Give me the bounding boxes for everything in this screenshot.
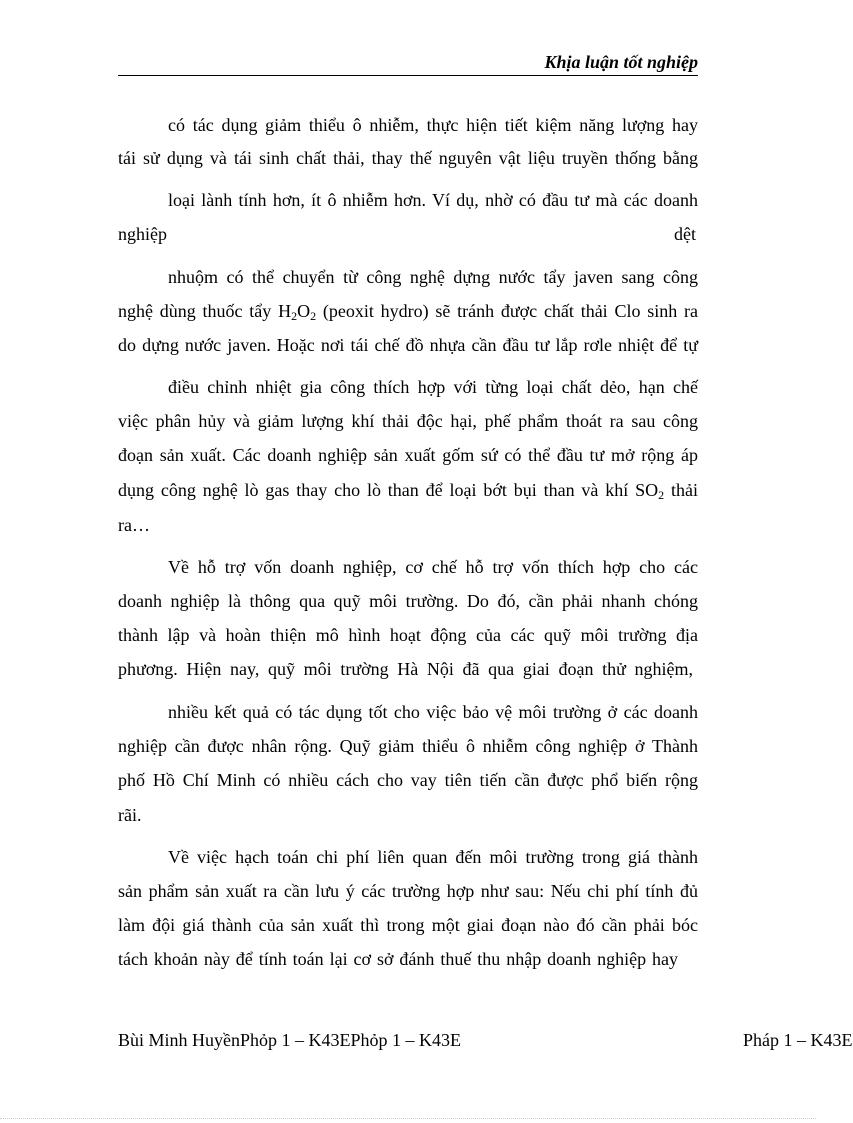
footer-author: Bùi Minh HuyềnPhỏp 1 – K43EPhỏp 1 – K43E bbox=[118, 1030, 462, 1050]
text-line: phố Hồ Chí Minh có nhiều cách cho vay tiên tiến cần được phổ biến rộng bbox=[118, 770, 698, 790]
text-line: dệt bbox=[674, 224, 696, 244]
text-segment: thải bbox=[664, 480, 699, 500]
text-line: sản phẩm sản xuất ra cần lưu ý các trường hợp như sau: Nếu chi phí tính đủ bbox=[118, 881, 698, 901]
text-line: tái sử dụng và tái sinh chất thải, thay thế nguyên vật liệu truyền thống bằng bbox=[118, 148, 698, 168]
text-line bbox=[118, 479, 698, 501]
page-edge-rule bbox=[0, 1118, 816, 1119]
text-line: có tác dụng giảm thiểu ô nhiễm, thực hiện tiết kiệm năng lượng hay bbox=[168, 115, 698, 135]
text-line: Về việc hạch toán chi phí liên quan đến môi trường trong giá thành bbox=[168, 847, 698, 867]
text-line: làm đội giá thành của sản xuất thì trong một giai đoạn nào đó cần phải bóc bbox=[118, 915, 698, 935]
text-line: phương. Hiện nay, quỹ môi trường Hà Nội đã qua giai đoạn thử nghiệm, bbox=[118, 659, 693, 679]
text-line: nghiệp cần được nhân rộng. Quỹ giảm thiểu ô nhiễm công nghiệp ở Thành bbox=[118, 736, 698, 756]
text-line: đoạn sản xuất. Các doanh nghiệp sản xuất gốm sứ có thể đầu tư mở rộng áp bbox=[118, 445, 698, 465]
text-segment: nghệ dùng thuốc tẩy H bbox=[118, 301, 292, 321]
text-line: nghiệp bbox=[118, 224, 167, 244]
subscript: 2 bbox=[310, 309, 317, 323]
text-segment: dụng công nghệ lò gas thay cho lò than để loại bớt bụi than và khí SO bbox=[118, 480, 659, 500]
text-line: ra… bbox=[118, 515, 150, 535]
text-line: doanh nghiệp là thông qua quỹ môi trường. Do đó, cần phải nhanh chóng bbox=[118, 591, 698, 611]
text-line: thành lập và hoàn thiện mô hình hoạt động của các quỹ môi trường địa bbox=[118, 625, 698, 645]
text-line: tách khoản này để tính toán lại cơ sở đánh thuế thu nhập doanh nghiệp hay bbox=[118, 949, 678, 969]
text-line: loại lành tính hơn, ít ô nhiễm hơn. Ví dụ, nhờ có đầu tư mà các doanh bbox=[168, 190, 698, 210]
text-line: nhuộm có thể chuyển từ công nghệ dựng nước tẩy javen sang công bbox=[168, 267, 698, 287]
text-line: Về hỗ trợ vốn doanh nghiệp, cơ chế hỗ trợ vốn thích hợp cho các bbox=[168, 557, 698, 577]
footer-page: Pháp 1 – K43E bbox=[743, 1030, 853, 1050]
text-line: việc phân hủy và giảm lượng khí thải độc hại, phế phẩm thoát ra sau công bbox=[118, 411, 698, 431]
text-segment: O bbox=[297, 301, 311, 321]
text-segment: (peoxit hydro) sẽ tránh được chất thải Clo sinh ra bbox=[316, 301, 699, 321]
text-line bbox=[118, 300, 698, 322]
text-line: điều chỉnh nhiệt gia công thích hợp với từng loại chất dẻo, hạn chế bbox=[168, 377, 698, 397]
header-rule bbox=[118, 75, 698, 76]
subscript: 2 bbox=[658, 488, 665, 502]
text-line: rãi. bbox=[118, 805, 142, 825]
text-line: do dựng nước javen. Hoặc nơi tái chế đồ nhựa cần đầu tư lắp rơle nhiệt để tự bbox=[118, 335, 698, 355]
header-title: Khịa luận tốt nghiệp bbox=[544, 52, 698, 72]
subscript: 2 bbox=[291, 309, 298, 323]
text-line: nhiều kết quả có tác dụng tốt cho việc bảo vệ môi trường ở các doanh bbox=[168, 702, 698, 722]
